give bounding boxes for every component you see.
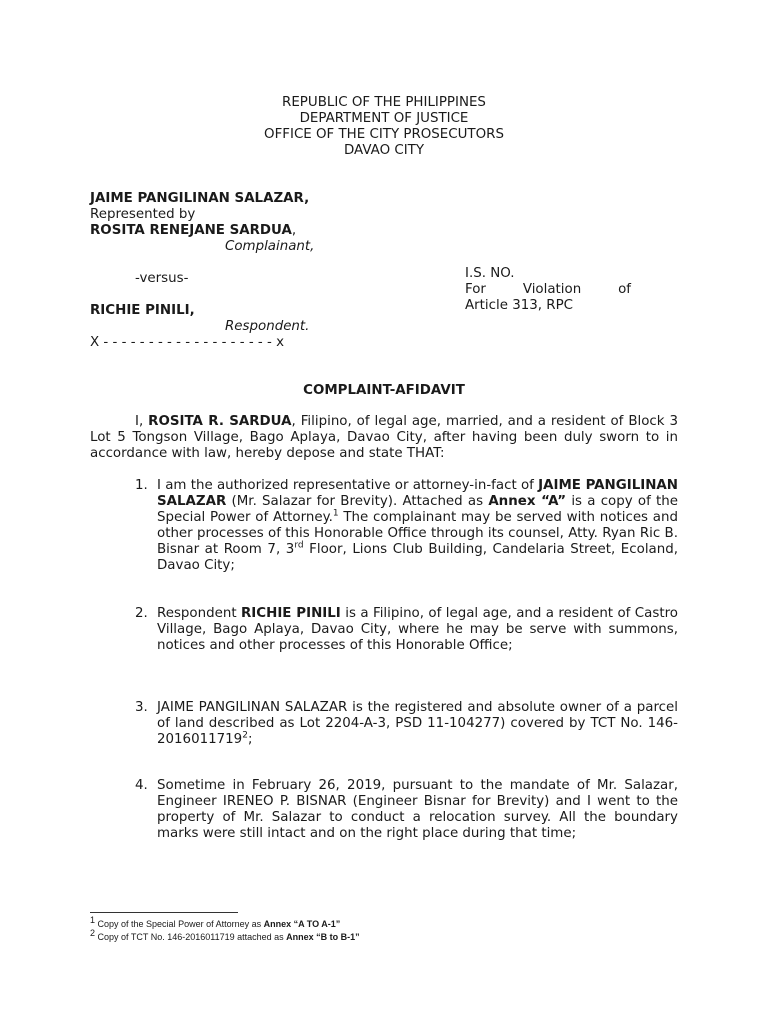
complainant-name: JAIME PANGILINAN SALAZAR, xyxy=(90,191,310,206)
item-body: Sometime in February 26, 2019, pursuant to the mandate of Mr. Salazar, Engineer IRENEO P. BISNAR (Engineer Bisnar for Brevity) and I went to the property of Mr. Salazar to conduct a relocation survey. All the boundary marks were still intact and on the right place during that time; xyxy=(157,778,678,841)
representative-name: ROSITA RENEJANE SARDUA xyxy=(90,223,292,238)
for-word: For xyxy=(465,282,486,297)
is-number: I.S. NO. xyxy=(465,266,515,281)
list-item xyxy=(135,478,678,574)
affiant-name: ROSITA R. SARDUA xyxy=(148,414,292,429)
ordinal-suffix: rd xyxy=(294,540,304,551)
header-line-2: DEPARTMENT OF JUSTICE xyxy=(299,111,469,126)
violation-word: Violation xyxy=(522,282,582,297)
footnote-ref-1[interactable]: 1 xyxy=(332,508,339,519)
list-item xyxy=(135,778,678,842)
intro-text: , Filipino, of legal age, married, and a resident of Block 3 Lot 5 Tongson Village, Bago Aplaya, Davao City, after having been duly sworn to in accordance with law, hereby depose and state THAT: xyxy=(90,414,678,461)
intro-prefix: I, xyxy=(135,414,149,429)
item-number: 2. xyxy=(135,606,148,621)
intro-paragraph xyxy=(90,414,678,462)
header-line-3: OFFICE OF THE CITY PROSECUTORS xyxy=(264,127,504,142)
item-number: 3. xyxy=(135,700,148,715)
item-body: I am the authorized representative or attorney-in-fact of JAIME PANGILINAN SALAZAR (Mr. Salazar for Brevity). Attached as Annex “A” is a copy of the Special Power of Attorney.$^1$ The complainant may be served with notices and other processes of this Honorable Office through its counsel, Atty. Ryan Ric B. Bisnar at Room 7, 3rd Floor, Lions Club Building, Candelaria Street, Ecoland, Davao City; xyxy=(157,478,679,573)
footnote-2: $^2$ Copy of TCT No. 146-2016011719 attached as Annex “B to B-1” xyxy=(90,928,360,942)
respondent-role: Respondent. xyxy=(225,319,310,334)
list-item xyxy=(135,700,678,748)
footnote-1: $^1$ Copy of the Special Power of Attorney as Annex “A TO A-1” xyxy=(90,915,341,929)
header-line-4: DAVAO CITY xyxy=(343,143,425,158)
item-number: 4. xyxy=(135,778,148,793)
representative-line xyxy=(90,223,296,238)
of-word: of xyxy=(618,282,631,297)
list-item xyxy=(135,606,678,654)
respondent-name: RICHIE PINILI, xyxy=(90,303,195,318)
representative-comma: , xyxy=(291,223,297,238)
annex-a-bold: Annex “A” xyxy=(488,494,567,509)
caption-divider: X - - - - - - - - - - - - - - - - - - - x xyxy=(90,335,285,350)
document-title: COMPLAINT-AFIDAVIT xyxy=(303,383,465,398)
complainant-bold: JAIME PANGILINAN SALAZAR xyxy=(157,478,679,509)
footnote-separator xyxy=(90,912,238,913)
represented-by: Represented by xyxy=(90,207,196,222)
versus: -versus- xyxy=(135,271,189,286)
respondent-bold: RICHIE PINILI xyxy=(241,606,341,621)
item-number: 1. xyxy=(135,478,148,493)
violation-line xyxy=(465,282,631,297)
article: Article 313, RPC xyxy=(465,298,574,313)
header-line-1: REPUBLIC OF THE PHILIPPINES xyxy=(282,95,486,110)
item-body: Respondent RICHIE PINILI is a Filipino, of legal age, and a resident of Castro Village, Bago Aplaya, Davao City, where he may be serve with summons, notices and other processes of this Honorable Office; xyxy=(157,606,678,653)
footnote-ref-2[interactable]: 2 xyxy=(242,730,248,741)
item-body: JAIME PANGILINAN SALAZAR is the registered and absolute owner of a parcel of land described as Lot 2204-A-3, PSD 11-104277) covered by TCT No. 146-2016011719$^2$; xyxy=(157,700,678,747)
complainant-role: Complainant, xyxy=(225,239,315,254)
